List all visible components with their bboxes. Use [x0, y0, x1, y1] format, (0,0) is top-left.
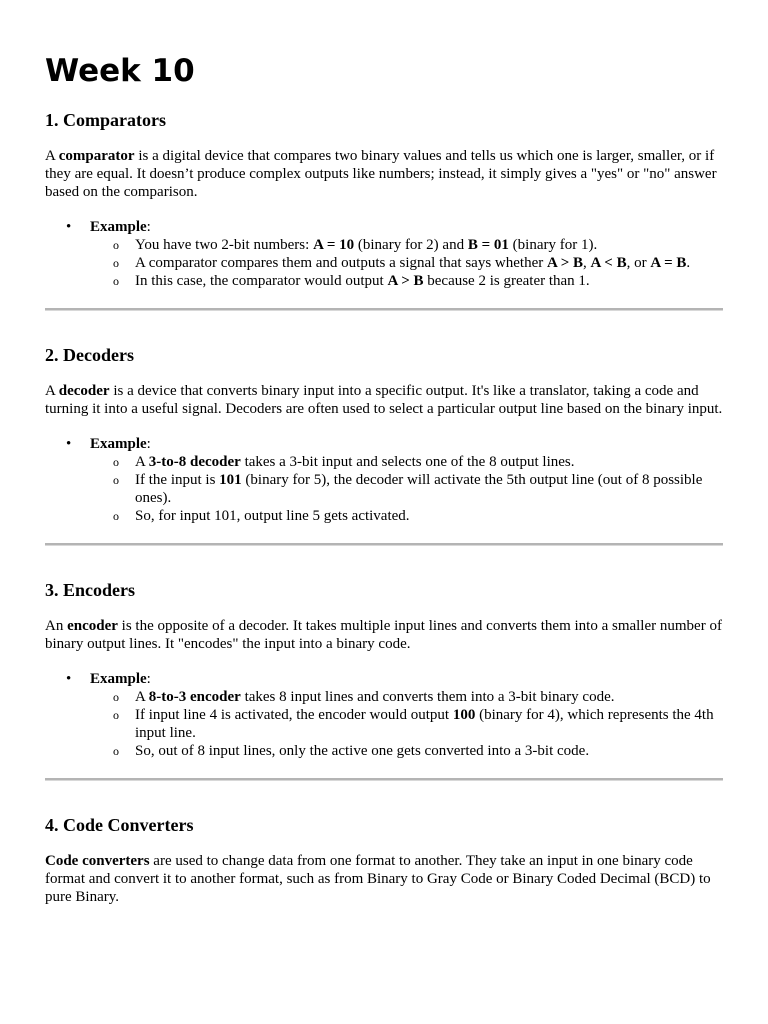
item-text: In this case, the comparator would output — [135, 273, 388, 289]
example-item — [45, 218, 723, 290]
item-text: If the input is — [135, 472, 220, 488]
list-item — [90, 742, 723, 760]
example-list — [45, 435, 723, 525]
item-text: (binary for 1). — [508, 237, 598, 253]
item-text: (binary for 4), which represents the 4th input line. — [135, 707, 714, 741]
item-text: You have two 2-bit numbers: — [135, 237, 314, 253]
example-sublist — [90, 236, 723, 290]
section-heading: 2. Decoders — [45, 345, 134, 365]
intro-text: An — [45, 618, 68, 634]
item-bold: 101 — [219, 472, 242, 488]
intro-text: is a device that converts binary input into a specific output. It's like a translator, taking a code and turning it into a useful signal. Decoders are often used to select a particular output line based on the binary input. — [45, 383, 723, 417]
section-intro — [45, 382, 723, 418]
item-bold: 8-to-3 encoder — [148, 689, 241, 705]
item-text: . — [686, 255, 691, 271]
section-divider — [45, 308, 723, 311]
section-divider — [45, 778, 723, 781]
item-text: A — [135, 454, 149, 470]
item-bold: A = 10 — [313, 237, 355, 253]
section-heading: 4. Code Converters — [45, 815, 194, 835]
section-comparators — [45, 109, 723, 311]
item-text: takes a 3-bit input and selects one of the 8 output lines. — [240, 454, 575, 470]
section-heading: 3. Encoders — [45, 580, 135, 600]
example-colon: : — [146, 671, 151, 687]
section-intro — [45, 852, 723, 906]
example-sublist — [90, 453, 723, 525]
example-list — [45, 670, 723, 760]
section-intro — [45, 617, 723, 653]
item-bold: 100 — [452, 707, 476, 723]
list-item — [90, 471, 723, 507]
item-text: If input line 4 is activated, the encoder would output — [135, 707, 453, 723]
intro-text: are used to change data from one format to another. They take an input in one binary code format and convert it to another format, such as from Binary to Gray Code or Binary Coded Decimal (BCD) to pure Binary. — [45, 853, 711, 905]
item-bold: B = 01 — [467, 237, 509, 253]
example-label: Example — [90, 436, 147, 452]
item-text: (binary for 5), the decoder will activate the 5th output line (out of 8 possible ones). — [135, 472, 703, 506]
list-item — [90, 706, 723, 742]
list-item — [90, 688, 723, 706]
list-item — [90, 272, 723, 290]
intro-text: is a digital device that compares two binary values and tells us which one is larger, smaller, or if they are equal. It doesn’t produce complex outputs like numbers; instead, it simply gives a "yes" or "no" answer based on the comparison. — [45, 148, 717, 200]
list-item — [90, 507, 723, 525]
section-decoders — [45, 344, 723, 546]
example-sublist — [90, 688, 723, 760]
example-list — [45, 218, 723, 290]
intro-text: A — [45, 148, 59, 164]
intro-term: comparator — [58, 148, 135, 164]
section-encoders — [45, 579, 723, 781]
example-item — [45, 435, 723, 525]
example-colon: : — [146, 436, 151, 452]
item-text: So, for input 101, output line 5 gets activated. — [135, 508, 410, 524]
item-text: , or — [626, 255, 651, 271]
item-bold: A = B — [650, 255, 687, 271]
example-label: Example — [90, 671, 147, 687]
intro-term: Code converters — [45, 853, 150, 869]
page-title: Week 10 — [45, 53, 195, 89]
section-divider — [45, 543, 723, 546]
item-text: A comparator compares them and outputs a signal that says whether — [135, 255, 547, 271]
section-code-converters — [45, 814, 723, 906]
intro-text: is the opposite of a decoder. It takes multiple input lines and converts them into a smaller number of binary output lines. It "encodes" the input into a binary code. — [45, 618, 722, 652]
item-bold: 3-to-8 decoder — [148, 454, 241, 470]
item-text: A — [135, 689, 149, 705]
section-intro — [45, 147, 723, 201]
list-item — [90, 236, 723, 254]
item-text: , — [583, 255, 591, 271]
item-bold: A > B — [546, 255, 584, 271]
example-label: Example — [90, 219, 147, 235]
intro-text: A — [45, 383, 59, 399]
item-text: takes 8 input lines and converts them into a 3-bit binary code. — [240, 689, 615, 705]
example-colon: : — [146, 219, 151, 235]
list-item — [90, 254, 723, 272]
intro-term: decoder — [58, 383, 110, 399]
item-text: because 2 is greater than 1. — [423, 273, 590, 289]
item-text: So, out of 8 input lines, only the active one gets converted into a 3-bit code. — [135, 743, 590, 759]
item-bold: A < B — [590, 255, 627, 271]
item-text: (binary for 2) and — [354, 237, 468, 253]
item-bold: A > B — [387, 273, 424, 289]
section-heading: 1. Comparators — [45, 110, 166, 130]
list-item — [90, 453, 723, 471]
example-item — [45, 670, 723, 760]
intro-term: encoder — [67, 618, 118, 634]
